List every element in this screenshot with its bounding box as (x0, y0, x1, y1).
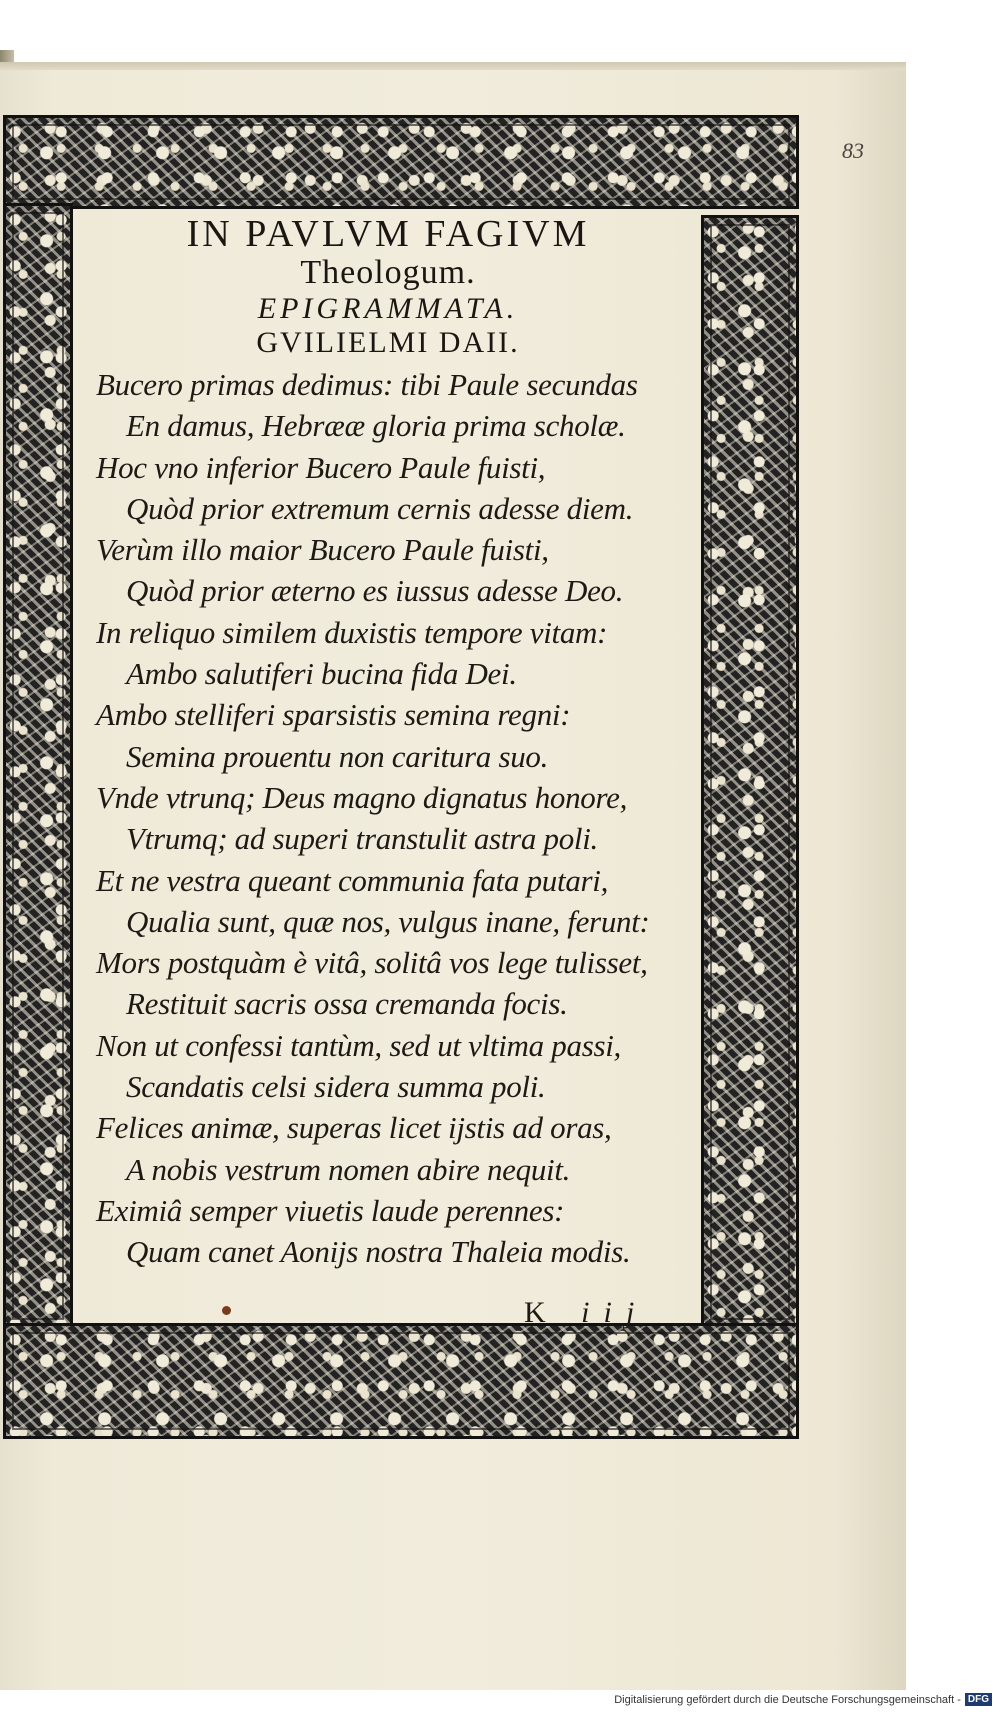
poem-line: Hoc vno inferior Bucero Paule fuisti, (96, 449, 546, 485)
poem-line: En damus, Hebrææ gloria prima scholæ. (126, 408, 626, 444)
poem-line: Mors postquàm è vitâ, solitâ vos lege tulisset, (96, 945, 648, 981)
poem (72, 364, 704, 1273)
title-line-4: GVILIELMI DAII. (256, 326, 520, 359)
poem-line: In reliquo similem duxistis tempore vitam: (96, 614, 608, 650)
ornamental-border-top (6, 118, 796, 206)
poem-line: Verùm illo maior Bucero Paule fuisti, (96, 532, 549, 568)
poem-line: Vtrumq; ad superi transtulit astra poli. (126, 821, 598, 857)
title-line-1: IN PAVLVM FAGIVM (186, 213, 590, 255)
dfg-logo: DFG (965, 1693, 992, 1706)
poem-line: Non ut confessi tantùm, sed ut vltima passi, (96, 1027, 621, 1063)
poem-line: Scandatis celsi sidera summa poli. (126, 1069, 546, 1105)
text-block (72, 206, 704, 1329)
poem-line: Ambo stelliferi sparsistis semina regni: (96, 697, 571, 733)
poem-line: Quòd prior extremum cernis adesse diem. (126, 490, 634, 526)
credit-text: Digitalisierung gefördert durch die Deutsche Forschungsgemeinschaft - (614, 1693, 961, 1706)
folio-number: 83 (842, 138, 864, 163)
ornamental-border-bottom (6, 1326, 796, 1436)
poem-line: Semina prouentu non caritura suo. (126, 738, 549, 774)
poem-line: Restituit sacris ossa cremanda focis. (126, 986, 568, 1022)
poem-line: Quam canet Aonijs nostra Thaleia modis. (126, 1234, 631, 1270)
signature-letter: K (524, 1296, 560, 1329)
poem-line: Vnde vtrunq; Deus magno dignatus honore, (96, 779, 628, 815)
poem-line: Qualia sunt, quæ nos, vulgus inane, ferunt: (126, 903, 650, 939)
signature-mark (524, 1296, 648, 1330)
title-line-2: Theologum. (300, 254, 476, 291)
poem-line: Et ne vestra queant communia fata putari, (96, 862, 609, 898)
poem-line: Eximiâ semper viuetis laude perennes: (96, 1192, 565, 1228)
poem-line: Felices animæ, superas licet ijstis ad oras, (96, 1110, 612, 1146)
ornamental-border-left (6, 206, 70, 1326)
poem-line: A nobis vestrum nomen abire nequit. (126, 1151, 571, 1187)
ink-spot (222, 1306, 231, 1315)
signature-number: iij (581, 1296, 649, 1329)
ornamental-border-right (704, 218, 796, 1326)
poem-line: Bucero primas dedimus: tibi Paule secundas (96, 367, 638, 402)
poem-line: Ambo salutiferi bucina fida Dei. (126, 656, 517, 692)
digitization-credit (614, 1693, 992, 1706)
title-line-3: EPIGRAMMATA. (257, 292, 519, 325)
poem-line: Quòd prior æterno es iussus adesse Deo. (126, 573, 624, 609)
